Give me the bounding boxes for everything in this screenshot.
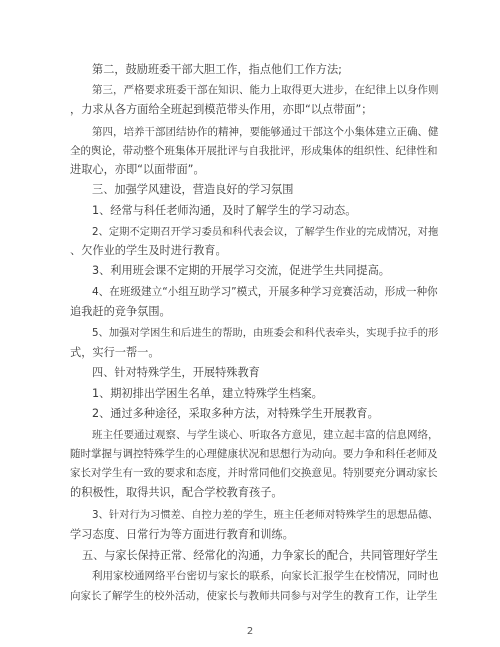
text-line: 随时掌握与调控特殊学生的心理健康状况和思想行为动向。要力争和科任老师及 [70,448,438,460]
section-heading: 五、与家长保持正常、经常化的沟通，力争家长的配合，共同管理好学生 [82,549,439,562]
text-line: 家长对学生有一致的要求和态度，并时常同他们交换意见。特别要充分调动家长 [70,467,438,479]
text-line: 第四，培养干部团结协作的精神，要能够通过干部这个小集体建立正确、健 [92,126,439,138]
text-line: 第二，鼓励班委干部大胆工作，指点他们工作方法; [92,63,342,76]
text-line: 追我赶的竞争氛围。 [70,305,171,318]
text-line: 4、在班级建立“小组互助学习”模式，开展多种学习竞赛活动，形成一种你 [92,286,438,298]
text-line: 5、加强对学困生和后进生的帮助，由班委会和科代表牵头，实现手拉手的形 [92,327,439,339]
text-line: 进取心，亦即“以面带面”。 [70,163,205,176]
text-line: 学习态度、日常行为等方面进行教育和训练。 [70,528,294,541]
section-heading: 四、针对特殊学生，开展特殊教育 [92,366,260,379]
text-line: 向家长了解学生的校外活动，使家长与教师共同参与对学生的教育工作，让学生 [70,590,438,602]
text-line: 3、利用班会课不定期的开展学习交流，促进学生共同提高。 [92,264,390,277]
text-line: 班主任要通过观察、与学生谈心、听取各方意见，建立起丰富的信息网络， [92,429,439,441]
text-line: 1、经常与科任老师沟通，及时了解学生的学习动态。 [92,204,357,217]
text-line: 1、期初排出学困生名单，建立特殊学生档案。 [92,387,323,400]
page-number: 2 [246,626,254,637]
text-line: 3、针对行为习惯差、自控力差的学生，班主任老师对特殊学生的思想品德、 [92,509,439,521]
text-line: 全的舆论，带动整个班集体开展批评与自我批评，形成集体的组织性、纪律性和 [70,145,438,157]
text-line: 2、定期不定期召开学习委员和科代表会议，了解学生作业的完成情况，对拖 [92,226,439,238]
text-line: 式，实行一帮一。 [70,346,160,359]
text-line: ，力求从各方面给全班起到模范带头作用，亦即“以点带面”； [70,103,373,116]
text-line: 2、通过多种途径，采取多种方法，对特殊学生开展教育。 [92,407,379,420]
text-line: 的积极性，取得共识，配合学校教育孩子。 [70,486,283,499]
text-line: 、欠作业的学生及时进行教育。 [70,244,227,257]
section-heading: 三、加强学风建设，营造良好的学习氛围 [92,183,294,196]
text-line: 利用家校通网络平台密切与家长的联系，向家长汇报学生在校情况，同时也 [92,570,439,582]
text-line: 第三，严格要求班委干部在知识、能力上取得更大进步，在纪律上以身作则 [92,84,439,96]
